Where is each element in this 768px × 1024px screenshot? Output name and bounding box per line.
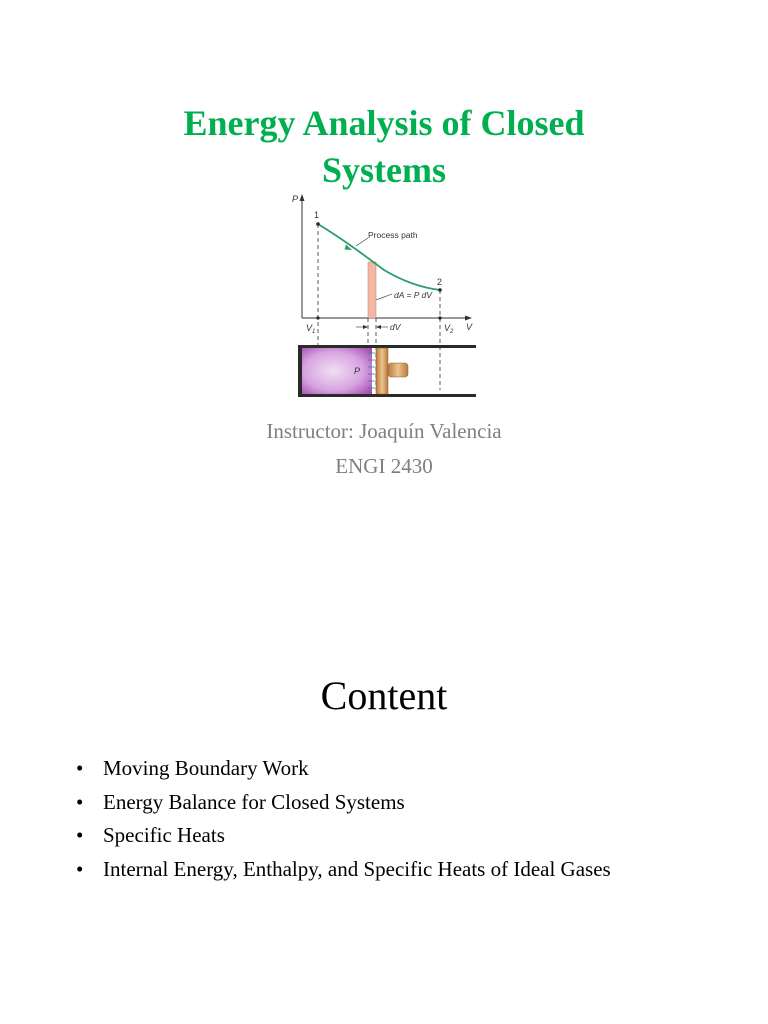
bullet-item: [76, 786, 611, 820]
slide-1-title: [0, 100, 768, 194]
v1-label: $V_1$: [306, 323, 316, 335]
bullet-item: [76, 752, 611, 786]
pressure-label: P: [354, 366, 361, 376]
slide-2: [0, 512, 768, 1024]
dv-arrowhead-right: [376, 325, 381, 329]
bullet-dot: •: [76, 756, 84, 780]
bullet-dot: •: [76, 789, 84, 814]
bullet-text: Specific Heats: [103, 823, 225, 847]
piston-head: [376, 348, 388, 394]
point-1-label: 1: [314, 210, 320, 220]
v1-tick: [316, 316, 319, 319]
process-path-leader: [356, 238, 368, 246]
piston-rod: [388, 363, 408, 377]
area-strip: [368, 262, 376, 318]
title-line-2: Systems: [322, 150, 446, 190]
v-axis-label: V: [466, 322, 473, 332]
gas-region: [302, 348, 372, 394]
cylinder-wall-bottom: [298, 394, 476, 397]
bullet-item: [76, 853, 611, 887]
content-bullet-list: [76, 752, 611, 886]
v2-tick: [438, 316, 441, 319]
p-axis-label: P: [292, 194, 299, 204]
cylinder-wall-top: [298, 345, 476, 348]
bullet-dot: •: [76, 856, 84, 881]
content-title: Content: [320, 673, 448, 718]
area-label-leader: [376, 294, 392, 300]
bullet-text: Internal Energy, Enthalpy, and Specific Heats of Ideal Gases: [103, 856, 611, 881]
dv-label: dV: [390, 322, 401, 332]
bullet-item: [76, 819, 611, 853]
v-axis-arrow: [465, 316, 472, 321]
title-line-1: Energy Analysis of Closed: [183, 103, 585, 143]
dv-arrowhead-left: [363, 325, 368, 329]
v2-label: $V_2$: [444, 323, 454, 335]
cylinder-end-wall: [298, 345, 302, 397]
p-axis-arrow: [300, 194, 305, 201]
bullet-text: Energy Balance for Closed Systems: [103, 789, 405, 814]
bullet-text: Moving Boundary Work: [103, 756, 309, 780]
instructor-line: Instructor: Joaquín Valencia: [266, 419, 502, 443]
area-formula-label: dA = P dV: [394, 290, 432, 300]
course-code: ENGI 2430: [335, 454, 433, 478]
process-path-label: Process path: [368, 230, 418, 240]
point-2-label: 2: [437, 277, 443, 287]
pv-diagram: [284, 190, 484, 400]
bullet-dot: •: [76, 823, 84, 847]
